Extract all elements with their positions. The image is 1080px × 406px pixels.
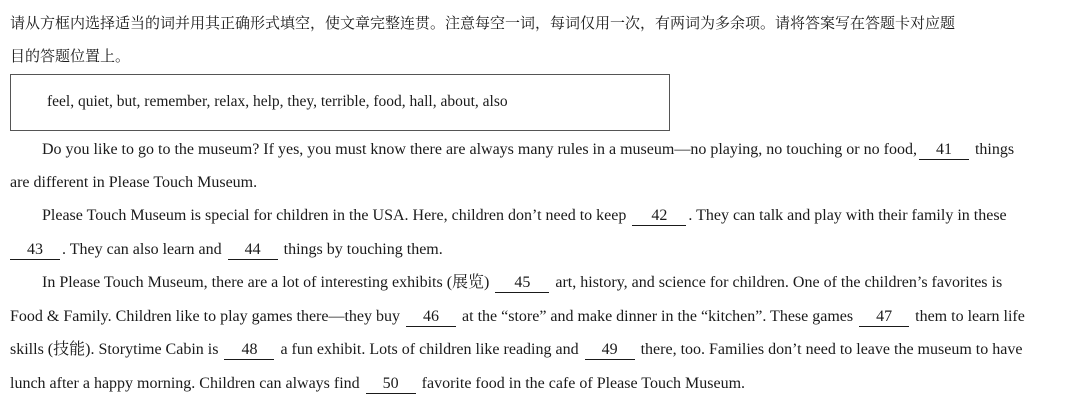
instructions [10, 7, 1072, 73]
text-segment: . They can also learn and [62, 241, 222, 258]
text-segment: there, too. Families don’t need to leave the museum to have [640, 341, 1023, 358]
word-list: feel, quiet, but, remember, relax, help, they, terrible, food, hall, about, also [47, 93, 508, 110]
text-segment: are different in Please Touch Museum. [10, 174, 258, 191]
passage-line-3 [10, 205, 1080, 227]
text-segment: at the “store” and make dinner in the “kitchen”. These games [462, 308, 854, 325]
passage-line-2 [10, 172, 1072, 194]
text-segment: Do you like to go to the museum? If yes, you must know there are always many rules in a museum—no playing, no touching or no food, [42, 141, 917, 158]
passage-line-1 [10, 139, 1080, 161]
blank-50[interactable]: 50 [366, 375, 416, 394]
blank-42[interactable]: 42 [632, 207, 686, 226]
passage-line-4 [10, 239, 1072, 261]
passage-line-6 [10, 306, 1072, 328]
instructions-line1: 请从方框内选择适当的词并用其正确形式填空，使文章完整连贯。注意每空一词，每词仅用一次，有两词为多余项。请将答案写在答题卡对应题 [10, 14, 956, 32]
blank-46[interactable]: 46 [406, 308, 456, 327]
text-segment: them to learn life [915, 308, 1025, 325]
word-box [10, 74, 670, 131]
text-segment: art, history, and science for children. One of the children’s favorites is [555, 274, 1003, 291]
blank-48[interactable]: 48 [224, 341, 274, 360]
text-segment: In Please Touch Museum, there are a lot of interesting exhibits (展览) [42, 274, 490, 291]
text-segment: Food & Family. Children like to play games there—they buy [10, 308, 401, 325]
blank-49[interactable]: 49 [585, 341, 635, 360]
blank-41[interactable]: 41 [919, 141, 969, 160]
instructions-line2: 目的答题位置上。 [10, 47, 131, 65]
text-segment: a fun exhibit. Lots of children like reading and [280, 341, 579, 358]
text-segment: things by touching them. [283, 241, 443, 258]
text-segment: things [974, 141, 1015, 158]
blank-47[interactable]: 47 [859, 308, 909, 327]
passage-line-5 [10, 272, 1080, 294]
passage-line-7 [10, 339, 1072, 361]
blank-43[interactable]: 43 [10, 241, 60, 260]
text-segment: Please Touch Museum is special for children in the USA. Here, children don’t need to keep [42, 207, 627, 224]
text-segment: favorite food in the cafe of Please Touch Museum. [421, 375, 746, 392]
blank-44[interactable]: 44 [228, 241, 278, 260]
blank-45[interactable]: 45 [495, 274, 549, 293]
text-segment: . They can talk and play with their family in these [688, 207, 1007, 224]
text-segment: lunch after a happy morning. Children can always find [10, 375, 360, 392]
passage-line-8 [10, 373, 1072, 395]
text-segment: skills (技能). Storytime Cabin is [10, 341, 219, 358]
